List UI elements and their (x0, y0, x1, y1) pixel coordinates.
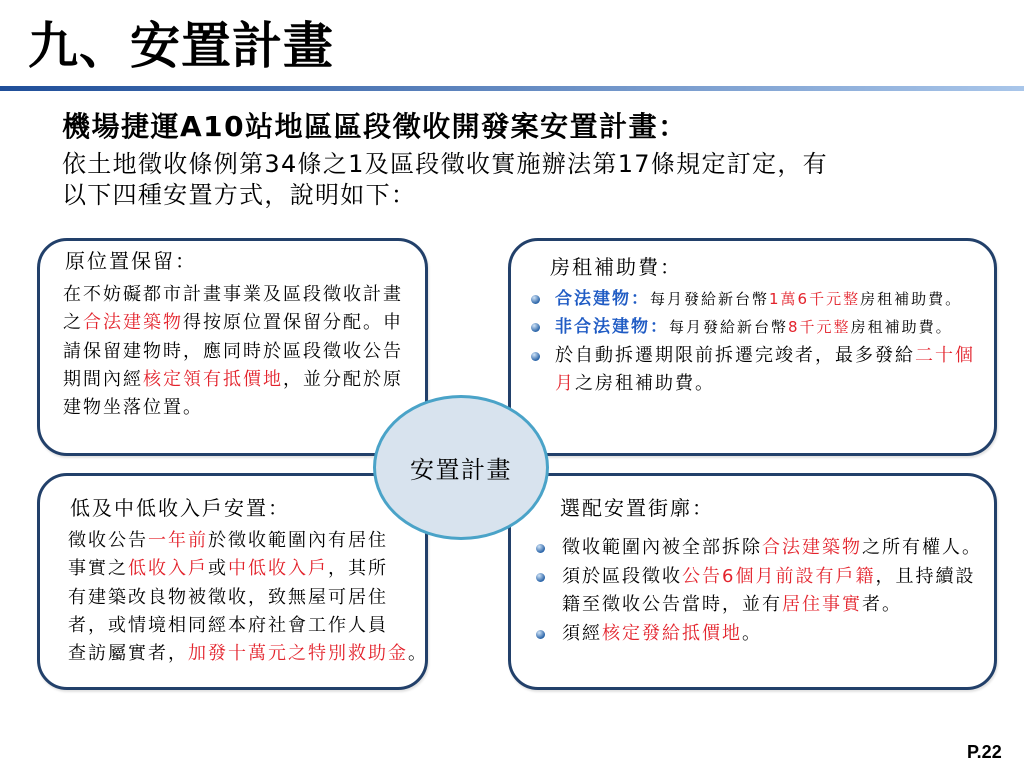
highlight-text: 一年前 (148, 530, 208, 551)
center-hub (373, 395, 549, 540)
text-segment: 之所有權人。 (862, 537, 982, 558)
text-segment: 。 (742, 623, 762, 645)
highlight-text: 月 (555, 372, 575, 394)
label-text: 非合法建物： (555, 317, 669, 338)
text-segment: 每月發給新台幣 (650, 290, 770, 308)
highlight-text: 公告6個月前設有戶籍 (682, 565, 876, 587)
text-line (562, 620, 982, 649)
text-segment: 徵收公告 (68, 530, 148, 551)
text-segment: 得按原位置保留分配。申 (183, 312, 403, 334)
text-line (63, 394, 403, 422)
text-segment: 者，或情境相同經本府社會工作人員 (68, 614, 388, 636)
text-line (63, 338, 403, 366)
text-line (63, 309, 403, 337)
bullet-icon (536, 544, 545, 553)
box-in-situ-retention (37, 238, 428, 456)
text-line (555, 285, 975, 313)
text-segment: 期間內經 (63, 368, 143, 390)
highlight-text: 1萬6千元整 (769, 290, 861, 308)
text-line (562, 563, 982, 592)
text-line (555, 370, 975, 398)
text-line (68, 612, 428, 640)
text-segment: 在不妨礙都市計畫事業及區段徵收計畫 (63, 284, 403, 305)
bullet-item (555, 342, 975, 399)
highlight-text: 居住事實 (782, 594, 862, 616)
text-segment: 之 (63, 312, 83, 334)
text-line (68, 555, 428, 583)
highlight-text: 8千元整 (788, 318, 851, 337)
text-segment: 者。 (862, 594, 902, 616)
bullet-item (555, 285, 975, 313)
text-line (68, 527, 428, 555)
slide-title: 九、安置計畫 (28, 17, 334, 75)
text-line (63, 281, 403, 309)
intro-line: 依土地徵收條例第34條之1及區段徵收實施辦法第17條規定訂定，有 (62, 150, 828, 178)
text-line (63, 366, 403, 394)
box-body (63, 281, 403, 422)
bullet-item (562, 534, 982, 563)
text-segment: 每月發給新台幣 (669, 318, 789, 337)
text-segment: ，並分配於原 (283, 368, 403, 390)
box-title: 選配安置街廓： (560, 496, 714, 520)
box-low-income-placement (37, 473, 428, 690)
center-label: 安置計畫 (410, 456, 512, 484)
text-segment: 查訪屬實者， (68, 643, 188, 664)
highlight-text: 核定發給抵價地 (602, 623, 742, 645)
intro-line: 以下四種安置方式，說明如下： (62, 181, 417, 209)
label-text: 合法建物： (555, 289, 650, 309)
text-segment: 房租補助費。 (860, 290, 963, 308)
bullet-icon (531, 323, 540, 332)
text-segment: 徵收範圍內被全部拆除 (562, 537, 762, 558)
box-title: 低及中低收入戶安置： (70, 496, 290, 520)
highlight-text: 中低收入戶 (228, 558, 328, 580)
text-line (68, 640, 428, 668)
text-segment: 建物坐落位置。 (63, 397, 203, 418)
text-segment: 須於區段徵收 (562, 565, 682, 587)
text-segment: ，且持續設 (875, 565, 976, 587)
bullet-icon (531, 352, 540, 361)
box-relocation-block (508, 473, 997, 690)
text-line (68, 584, 428, 612)
text-line (555, 342, 975, 370)
text-segment: 或 (208, 558, 228, 580)
text-segment: ，其所 (328, 558, 388, 580)
box-title: 原位置保留： (65, 249, 197, 273)
box-title: 房租補助費： (550, 255, 682, 279)
bullet-item (562, 563, 982, 620)
text-segment: 於自動拆遷期限前拆遷完竣者，最多發給 (555, 344, 915, 366)
text-segment: 籍至徵收公告當時，並有 (562, 594, 782, 616)
box-body (562, 534, 982, 649)
page-number: P.22 (967, 742, 1002, 762)
highlight-text: 合法建築物 (762, 537, 862, 558)
text-line (562, 591, 982, 620)
highlight-text: 二十個 (915, 344, 975, 366)
text-segment: 須經 (562, 623, 602, 645)
text-segment: 房租補助費。 (850, 318, 953, 337)
bullet-icon (531, 295, 540, 304)
text-segment: 於徵收範圍內有居住 (208, 530, 388, 551)
text-segment: 請保留建物時，應同時於區段徵收公告 (63, 340, 403, 362)
box-rent-subsidy (508, 238, 997, 456)
text-line (555, 313, 975, 341)
subtitle: 機場捷運A10站地區區段徵收開發案安置計畫： (62, 110, 688, 143)
bullet-icon (536, 630, 545, 639)
box-body (68, 527, 428, 668)
highlight-text: 核定領有抵價地 (143, 368, 283, 390)
highlight-text: 低收入戶 (128, 558, 208, 580)
intro-paragraph (62, 149, 828, 211)
text-segment: 之房租補助費。 (575, 372, 715, 394)
bullet-item (562, 620, 982, 649)
text-segment: 。 (408, 643, 428, 664)
highlight-text: 合法建築物 (83, 312, 183, 334)
bullet-item (555, 313, 975, 341)
bullet-icon (536, 573, 545, 582)
text-segment: 有建築改良物被徵收，致無屋可居住 (68, 586, 388, 608)
text-line (562, 534, 982, 563)
text-segment: 事實之 (68, 558, 128, 580)
box-body (555, 285, 975, 398)
highlight-text: 加發十萬元之特別救助金 (188, 643, 408, 664)
title-rule (0, 86, 1024, 91)
